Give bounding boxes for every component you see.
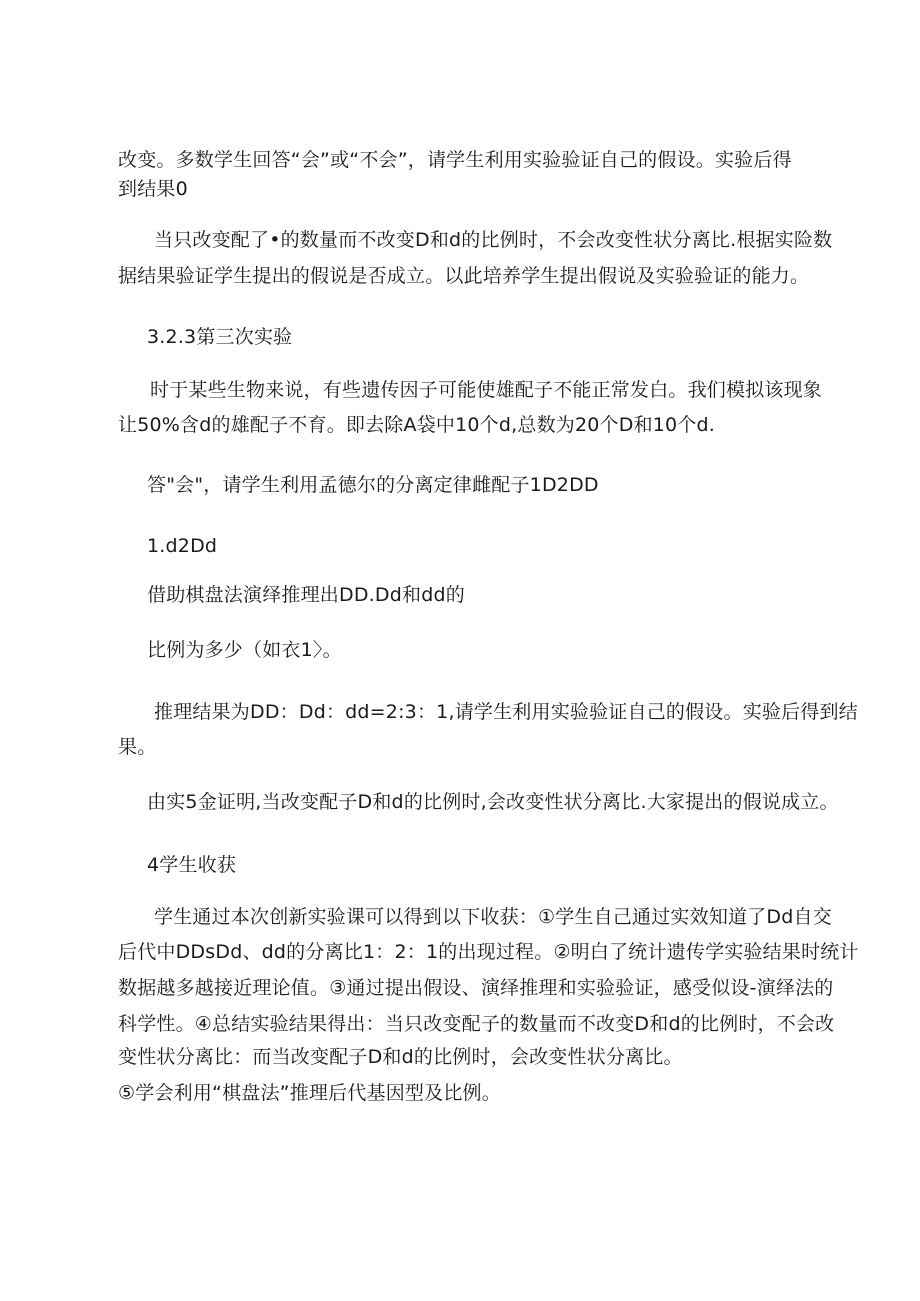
text-line: 当只改变配了•的数量而不改变D和d的比例时，不会改变性状分离比.根据实险数 [154,229,833,251]
text-line: 借助棋盘法演绎推理出DD.Dd和dd的 [147,584,465,606]
text-line: 改变。多数学生回答“会”或“不会”，请学生利用实验验证自己的假设。实验后得 [118,149,792,171]
section-heading: 4学生收获 [147,854,237,876]
text-line: 到结果0 [118,178,188,200]
text-line: 学生通过本次创新实验课可以得到以下收获：①学生自己通过实效知道了Dd自交 [154,906,832,928]
text-line: 后代中DDsDd、dd的分离比1：2：1的出现过程。②明白了统计遗传学实验结果时统计 [118,941,859,963]
text-line: 推理结果为DD：Dd：dd=2:3：1,请学生利用实验验证自己的假设。实验后得到结 [154,701,858,723]
text-line: 时于某些生物来说，有些遗传因子可能使雄配子不能正常发白。我们模拟该现象 [150,379,823,401]
text-line: 果。 [118,736,157,758]
text-line: 1.d2Dd [147,535,218,557]
text-line: 由实5金证明,当改变配子D和d的比例时,会改变性状分离比.大家提出的假说成立。 [147,791,839,813]
text-line: 科学性。④总结实验结果得出：当只改变配子的数量而不改变D和d的比例时，不会改 [118,1013,835,1035]
text-line: ⑤学会利用“棋盘法”推理后代基因型及比例。 [118,1082,501,1104]
text-line: 变性状分离比：而当改变配子D和d的比例时，会改变性状分离比。 [118,1046,683,1068]
text-line: 比例为多少（如衣1〉。 [147,639,342,661]
text-line: 据结果验证学生提出的假说是否成立。以此培养学生提出假说及实验验证的能力。 [118,265,810,287]
text-line: 答"会"，请学生利用孟德尔的分离定律雌配子1D2DD [147,474,599,496]
section-heading: 3.2.3第三次实验 [147,326,293,348]
text-line: 让50%含d的雄配子不育。即去除A袋中10个d,总数为20个D和10个d. [118,414,716,436]
text-line: 数据越多越接近理论值。③通过提出假设、演绎推理和实验验证，感受似设-演绎法的 [118,977,834,999]
